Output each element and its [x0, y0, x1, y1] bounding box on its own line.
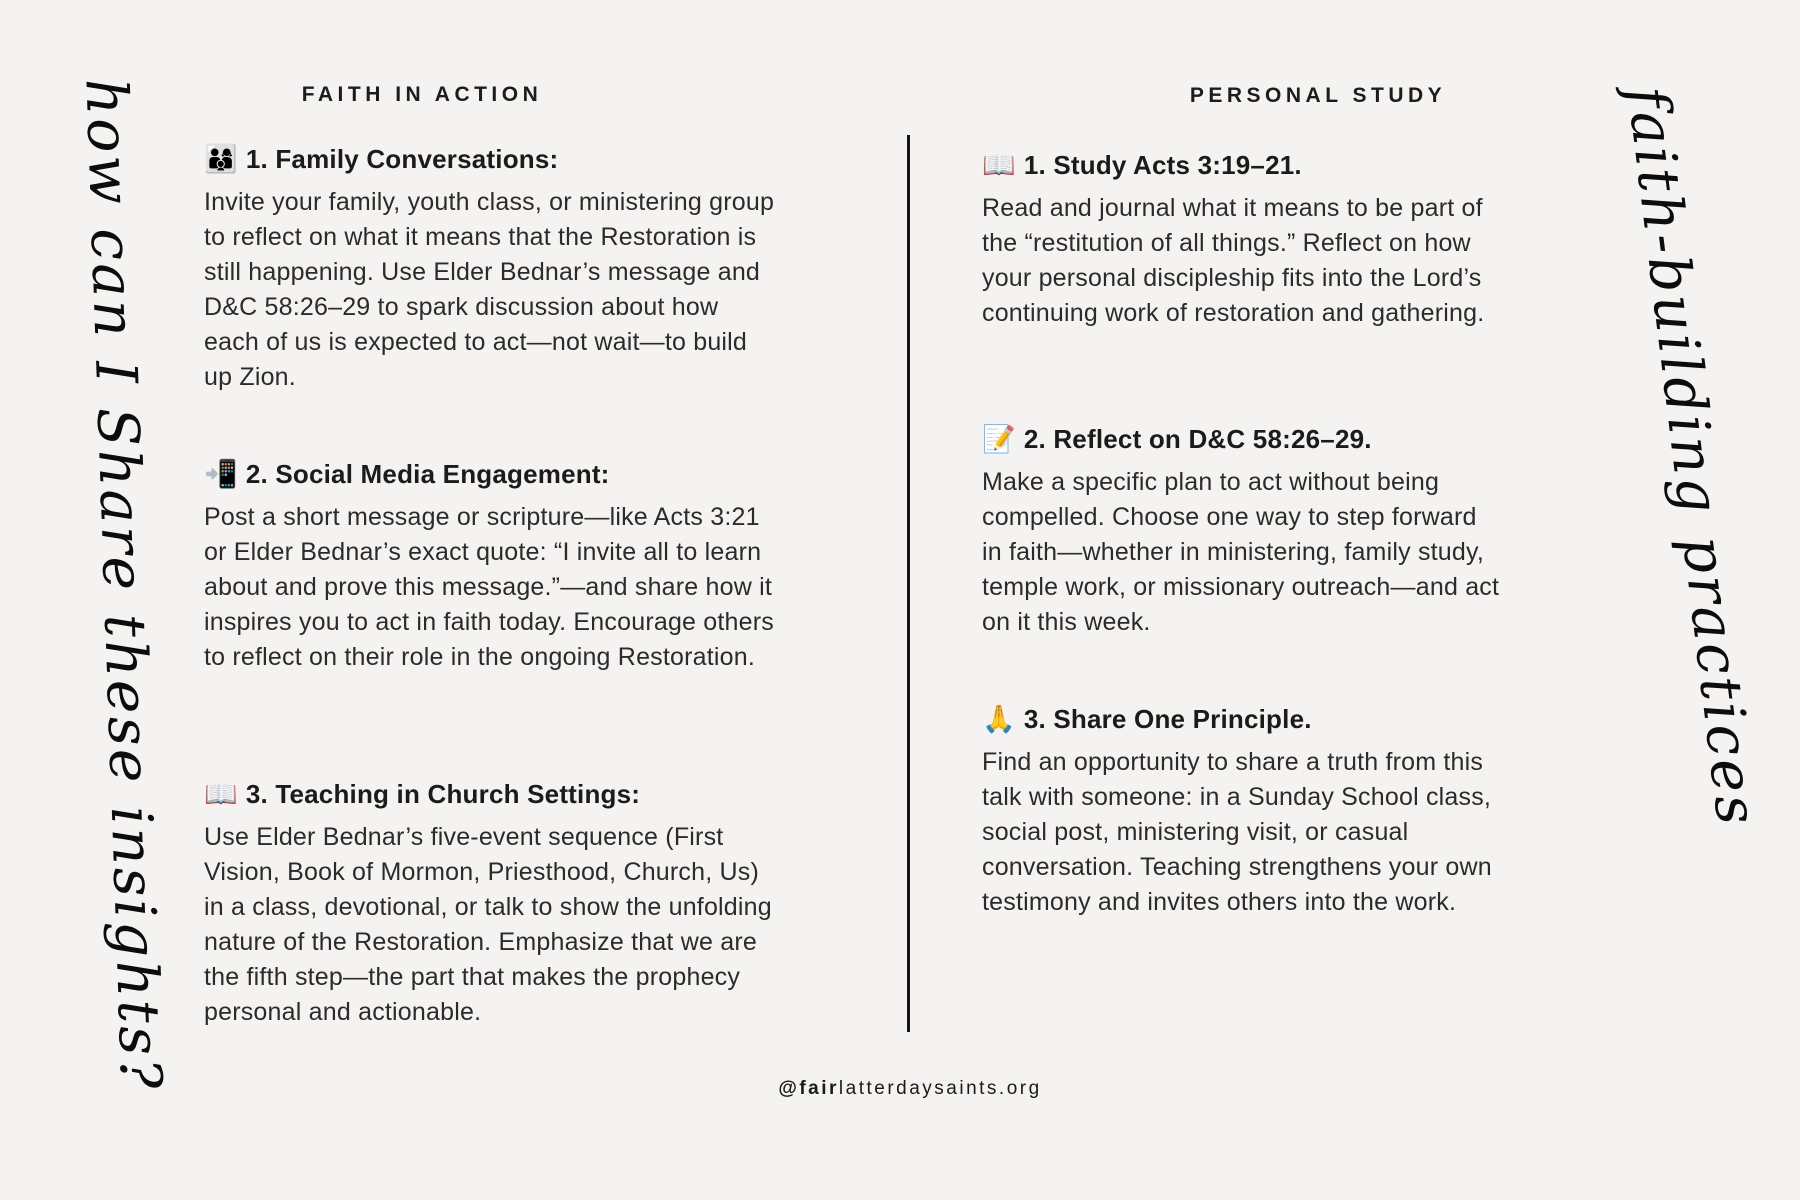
item-title-text: 2. Social Media Engagement:	[245, 459, 610, 489]
open-book-icon: 📖	[204, 779, 238, 810]
folded-hands-icon: 🙏	[982, 704, 1016, 735]
footer-handle-bold: @fair	[778, 1078, 839, 1099]
item-title-text: 3. Teaching in Church Settings:	[245, 779, 641, 809]
item-title	[204, 141, 776, 178]
footer-handle	[778, 1078, 1041, 1100]
memo-icon: 📝	[982, 424, 1016, 455]
item-title	[982, 421, 1502, 458]
item-title	[982, 147, 1502, 184]
item-body: Use Elder Bednar’s five-event sequence (First Vision, Book of Mormon, Priesthood, Church, Us) in a class, devotional, or talk to show the unfolding nature of the Restoration. Emphasize that we are the fifth step—the part that makes the prophecy personal and actionable.	[204, 823, 772, 1026]
item-body: Post a short message or scripture—like Acts 3:21 or Elder Bednar’s exact quote: “I invite all to learn about and prove this message.”—and share how it inspires you to act in faith today. Encourage others to reflect on their role in the ongoing Restoration.	[204, 503, 774, 671]
item-body: Invite your family, youth class, or ministering group to reflect on what it means that the Restoration is still happening. Use Elder Bednar’s message and D&C 58:26–29 to spark discussion about how each of us is expected to act—not wait—to build up Zion.	[204, 188, 775, 391]
item-title-text: 1. Study Acts 3:19–21.	[1023, 150, 1302, 180]
item-body: Find an opportunity to share a truth from this talk with someone: in a Sunday School class, social post, ministering visit, or casual conversation. Teaching strengthens your own testimony and invites others into the work.	[982, 748, 1492, 916]
item-title-text: 3. Share One Principle.	[1023, 704, 1312, 734]
list-item	[982, 421, 1502, 640]
list-item	[204, 776, 776, 1030]
item-title-text: 1. Family Conversations:	[245, 144, 559, 174]
item-title	[204, 776, 776, 813]
list-item	[982, 147, 1502, 331]
vertical-divider	[907, 135, 910, 1032]
column-header-faith-in-action: FAITH IN ACTION	[301, 83, 543, 106]
item-title-text: 2. Reflect on D&C 58:26–29.	[1023, 424, 1372, 454]
open-book-icon: 📖	[982, 150, 1016, 181]
item-title	[982, 701, 1502, 738]
list-item	[204, 141, 776, 395]
family-icon: 👨‍👩‍👦	[204, 144, 238, 175]
item-title	[204, 456, 776, 493]
right-vertical-script-text: faith-building practices	[1613, 82, 1771, 832]
item-body: Make a specific plan to act without being compelled. Choose one way to step forward in faith—whether in ministering, family study, temple work, or missionary outreach—and act on it this week.	[982, 468, 1500, 636]
list-item	[982, 701, 1502, 920]
column-header-personal-study: PERSONAL STUDY	[1189, 84, 1447, 107]
left-vertical-script-text: how can I Share these insights?	[72, 77, 174, 1093]
list-item	[204, 456, 776, 675]
item-body: Read and journal what it means to be part of the “restitution of all things.” Reflect on how your personal discipleship fits into the Lord’s continuing work of restoration and gathering.	[982, 194, 1485, 327]
footer-handle-rest: latterdaysaints.org	[838, 1078, 1042, 1099]
mobile-phone-arrow-icon: 📲	[204, 459, 238, 490]
